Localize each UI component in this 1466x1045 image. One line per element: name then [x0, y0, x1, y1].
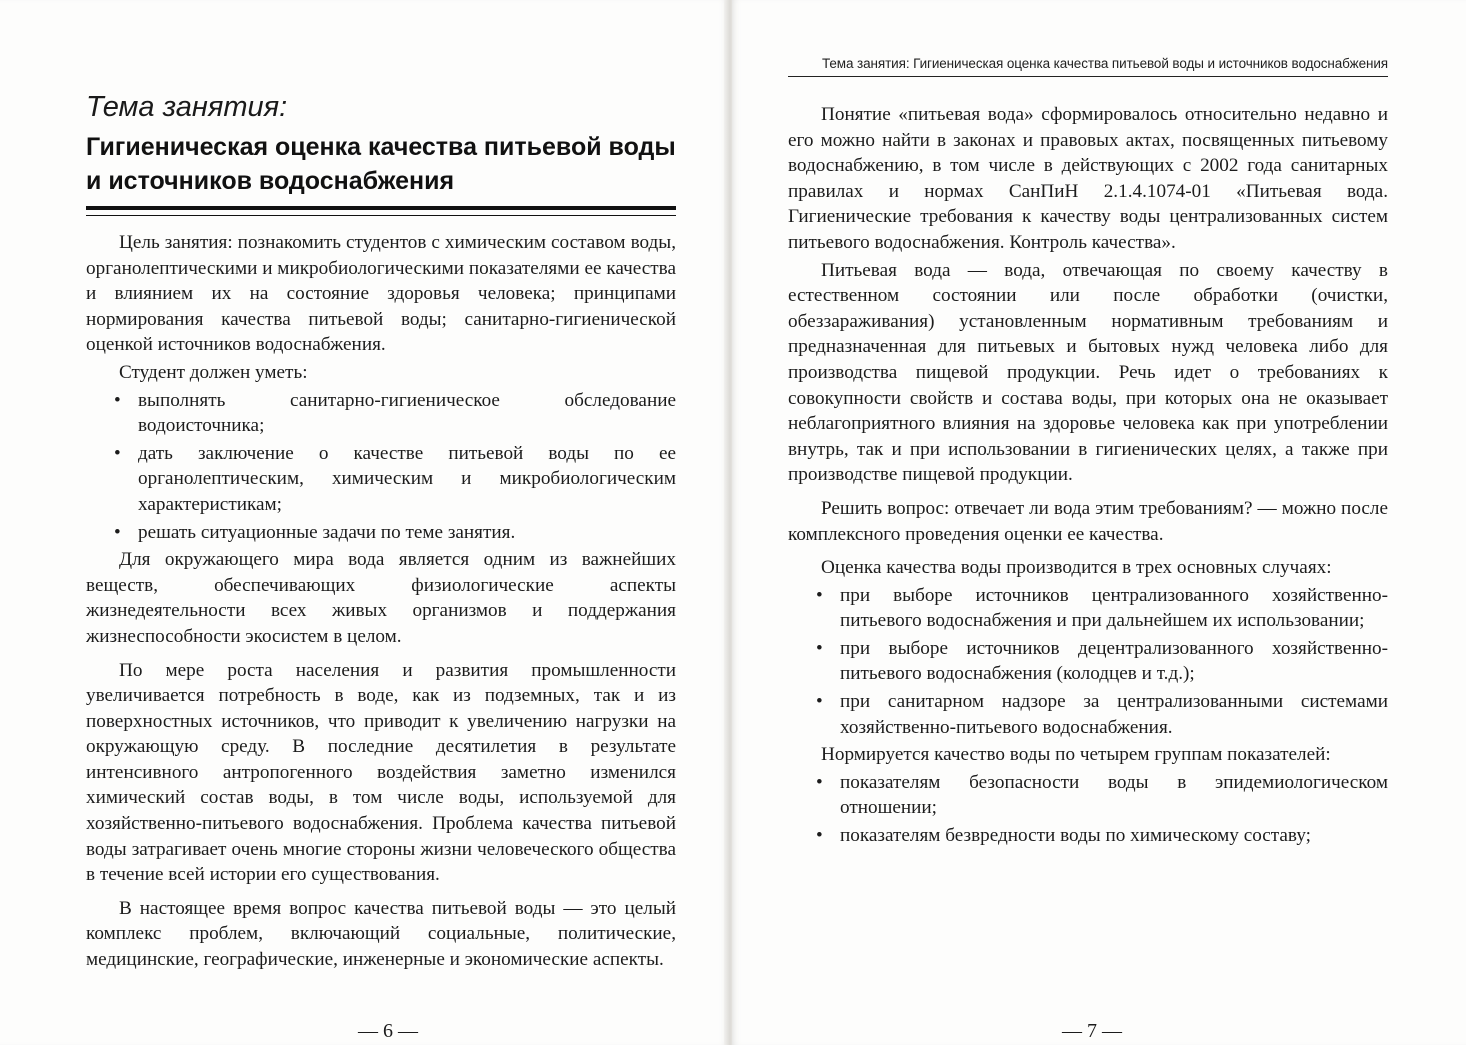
student-skills-intro: Студент должен уметь: — [119, 361, 308, 383]
drinking-water-definition-paragraph: Питьевая вода — вода, отвечающая по своему качеству в естественном состоянии или после обработки (очистки, обеззараживания) установленным нормативным требованиям и предназначенная для питьевых и бытовых нужд человека либо для производства пищевой продукции. Речь идет о требованиях к совокупности свойств и состава воды, при которых она не оказывает неблагоприятного влияния на здоровье человека как при употреблении внутрь, так и при использовании в гигиенических целях, а также при производстве пищевой продукции. — [788, 259, 1388, 486]
left-page — [0, 0, 728, 1045]
skills-list-item: • дать заключение о качестве питьевой воды по ее органолептическим, химическим и микробиологическим характеристикам; — [138, 441, 676, 518]
assessment-cases-intro: Оценка качества воды производится в трех основных случаях: — [821, 557, 1332, 579]
chapter-title-italic: Тема занятия: — [86, 91, 288, 123]
left-body-text — [86, 230, 676, 975]
chapter-title-line-1: Гигиеническая оценка качества питьевой воды — [86, 133, 676, 161]
assessment-case-item: • при выборе источников децентрализованного хозяйственно-питьевого водоснабжения (колодцев и т.д.); — [840, 636, 1388, 687]
indicator-groups-list — [788, 770, 1388, 849]
page-number-right: — 7 — — [1062, 1020, 1122, 1042]
chapter-title-block — [86, 88, 676, 216]
drinking-water-concept-paragraph: Понятие «питьевая вода» сформировалось относительно недавно и его можно найти в законах и правовых актах, посвященных питьевому водоснабжению, в том числе в действующих с 2002 года санитарных правилах и нормах СанПиН 2.1.4.1074-01 «Питьевая вода. Гигиенические требования к качеству воды централизованных систем питьевого водоснабжения. Контроль качества». — [788, 104, 1388, 253]
skills-list-item: • решать ситуационные задачи по теме занятия. — [138, 520, 676, 546]
assessment-case-item: • при выборе источников централизованного хозяйственно-питьевого водоснабжения и при дальнейшем их использовании; — [840, 583, 1388, 634]
indicator-group-item: • показателям безопасности воды в эпидемиологическом отношении; — [840, 770, 1388, 821]
right-body-text — [788, 102, 1388, 851]
assessment-cases-list — [788, 583, 1388, 741]
assessment-case-item: • при санитарном надзоре за централизованными системами хозяйственно-питьевого водоснабжения. — [840, 689, 1388, 740]
skills-list — [86, 388, 676, 546]
goal-paragraph: Цель занятия: познакомить студентов с химическим составом воды, органолептическими и микробиологическими показателями ее качества и влиянием их на состояние здоровья человека; принципами нормирования качества питьевой воды; санитарно-гигиенической оценкой источников водоснабжения. — [86, 232, 676, 356]
running-header-rule — [788, 76, 1388, 77]
skills-list-item: • выполнять санитарно-гигиеническое обследование водоисточника; — [138, 388, 676, 439]
running-header: Тема занятия: Гигиеническая оценка качества питьевой воды и источников водоснабжения — [821, 56, 1388, 71]
indicator-group-item: • показателям безвредности воды по химическому составу; — [840, 823, 1388, 849]
water-world-paragraph: Для окружающего мира вода является одним из важнейших веществ, обеспечивающих физиологические аспекты жизнедеятельности всех живых организмов и поддержания жизнеспособности экосистем в целом. — [86, 549, 676, 647]
page-number-left: — 6 — — [358, 1020, 418, 1042]
indicator-groups-intro: Нормируется качество воды по четырем группам показателей: — [821, 744, 1331, 766]
current-issue-paragraph: В настоящее время вопрос качества питьевой воды — это целый комплекс проблем, включающий социальные, политические, медицинские, географические, инженерные и экономические аспекты. — [86, 897, 676, 971]
chapter-title-line-2: и источников водоснабжения — [86, 167, 455, 195]
title-double-rule — [86, 206, 676, 216]
population-growth-paragraph: По мере роста населения и развития промышленности увеличивается потребность в воде, как из подземных, так и из поверхностных источников, что приводит к увеличению нагрузки на окружающую среду. В последние десятилетия в результате интенсивного антропогенного воздействия заметно изменился химический состав воды, в том числе воды, используемой для хозяйственно-питьевого водоснабжения. Проблема качества питьевой воды затрагивает очень многие стороны жизни человеческого общества в течение всей истории его существования. — [86, 659, 676, 886]
requirements-question-paragraph: Решить вопрос: отвечает ли вода этим требованиям? — можно после комплексного проведения оценки ее качества. — [788, 497, 1388, 545]
